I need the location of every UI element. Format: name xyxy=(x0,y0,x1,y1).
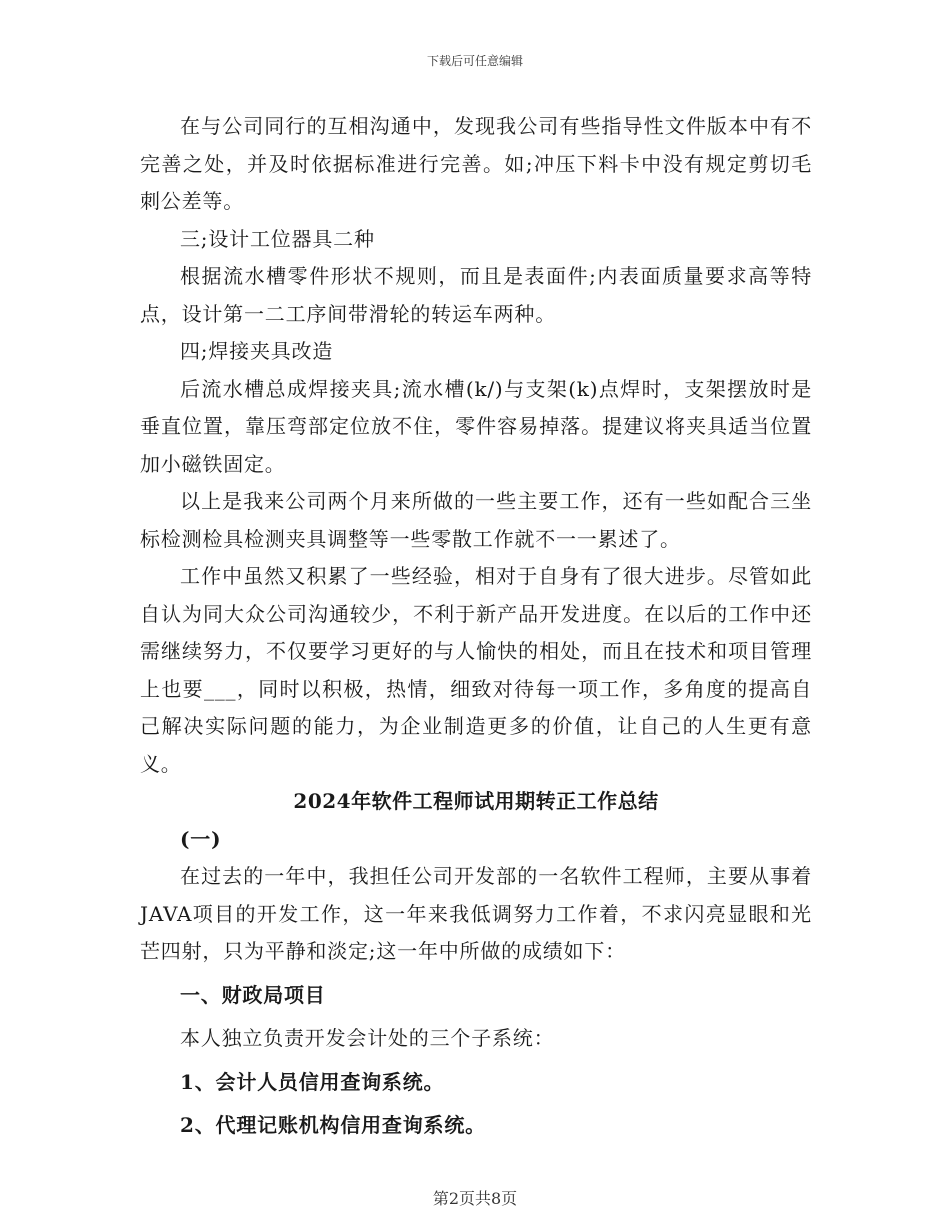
document-body xyxy=(140,108,812,1145)
paragraph: 工作中虽然又积累了一些经验，相对于自身有了很大进步。尽管如此自认为同大众公司沟通较少，不利于新产品开发进度。在以后的工作中还需继续努力，不仅要学习更好的与人愉快的相处，而且在技术和项目管理上也要___，同时以积极，热情，细致对待每一项工作，多角度的提高自己解决实际问题的能力，为企业制造更多的价值，让自己的人生更有意义。 xyxy=(140,564,812,776)
intro-line: 本人独立负责开发会计处的三个子系统： xyxy=(180,1026,555,1050)
paragraph: 在过去的一年中，我担任公司开发部的一名软件工程师，主要从事着JAVA项目的开发工作，这一年来我低调努力工作着，不求闪亮显眼和光芒四射，只为平静和淡定;这一年中所做的成绩如下： xyxy=(140,864,812,963)
paragraph: 后流水槽总成焊接夹具;流水槽(k/)与支架(k)点焊时，支架摆放时是垂直位置，靠压弯部定位放不住，零件容易掉落。提建议将夹具适当位置加小磁铁固定。 xyxy=(140,376,812,476)
paragraph: 根据流水槽零件形状不规则，而且是表面件;内表面质量要求高等特点，设计第一二工序间带滑轮的转运车两种。 xyxy=(140,264,812,326)
page-footer: 第2页共8页 xyxy=(432,1189,518,1208)
list-item: 1、会计人员信用查询系统。 xyxy=(180,1069,445,1094)
paragraph: 以上是我来公司两个月来所做的一些主要工作，还有一些如配合三坐标检测检具检测夹具调整等一些零散工作就不一一累述了。 xyxy=(140,489,812,551)
page-header: 下载后可任意编辑 xyxy=(426,54,523,68)
section-title: 2024年软件工程师试用期转正工作总结 xyxy=(293,789,659,813)
paragraph-heading: 三;设计工位器具二种 xyxy=(180,226,375,251)
list-item: 2、代理记账机构信用查询系统。 xyxy=(180,1113,486,1137)
paragraph: 在与公司同行的互相沟通中，发现我公司有些指导性文件版本中有不完善之处，并及时依据标准进行完善。如;冲压下料卡中没有规定剪切毛刺公差等。 xyxy=(140,114,812,213)
part-label: (一) xyxy=(180,826,222,851)
subheading: 一、财政局项目 xyxy=(180,982,326,1007)
paragraph-heading: 四;焊接夹具改造 xyxy=(180,339,334,363)
